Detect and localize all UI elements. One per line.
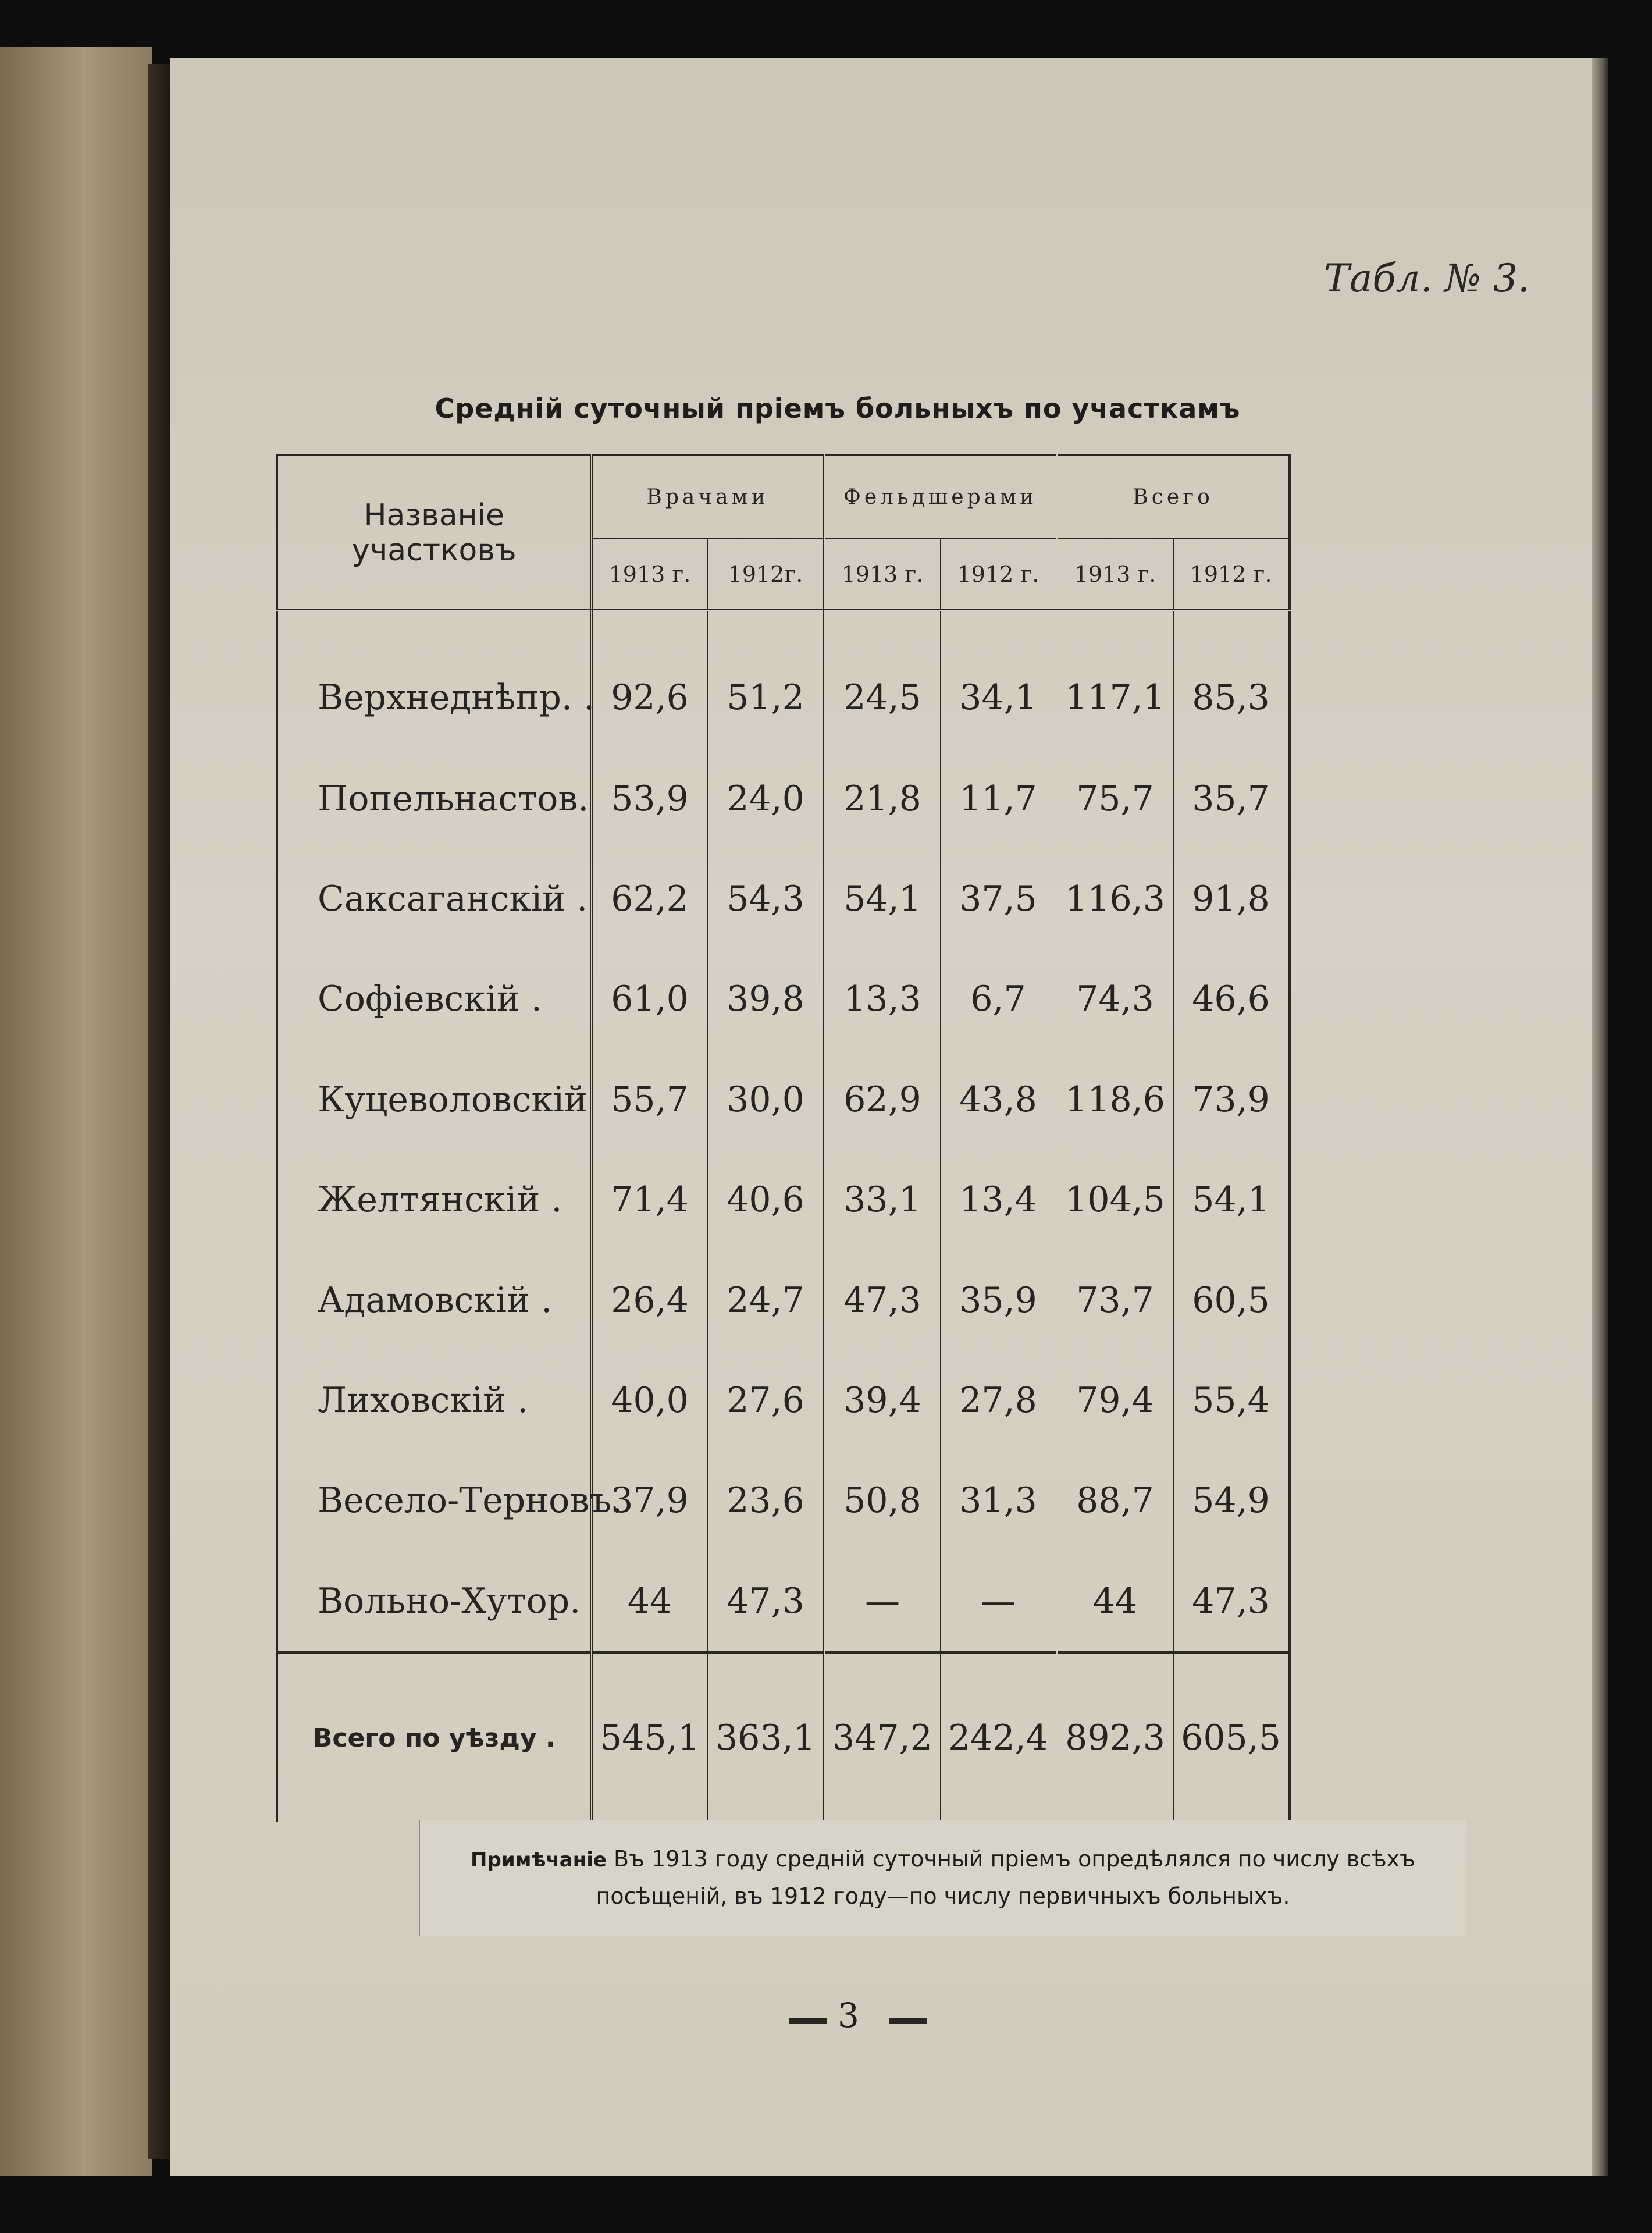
cell-value: 54,9 xyxy=(1173,1450,1290,1551)
cell-value: 24,7 xyxy=(708,1250,824,1350)
district-name: Верхнеднѣпр. . xyxy=(277,610,592,749)
district-name: Софiевскiй . xyxy=(277,949,592,1049)
cell-value: 23,6 xyxy=(708,1450,824,1551)
cell-value: 47,3 xyxy=(708,1551,824,1652)
group-header-feldshers: Фельдшерами xyxy=(824,455,1057,539)
year-header: 1912 г. xyxy=(941,539,1057,611)
cell-value: 30,0 xyxy=(708,1050,824,1150)
total-value: 545,1 xyxy=(592,1652,708,1822)
table-row xyxy=(277,1551,1290,1652)
cell-value: 61,0 xyxy=(592,949,708,1049)
cell-value: 104,5 xyxy=(1057,1150,1173,1250)
table-caption: Среднiй суточный прiемъ больныхъ по участкамъ xyxy=(435,393,1241,424)
group-header-doctors: Врачами xyxy=(592,455,824,539)
cell-value: 40,0 xyxy=(592,1350,708,1450)
table-row xyxy=(277,1050,1290,1150)
cell-value: 51,2 xyxy=(708,610,824,749)
cell-value: 50,8 xyxy=(824,1450,941,1551)
year-header: 1913 г. xyxy=(592,539,708,611)
total-row xyxy=(277,1652,1290,1822)
cell-value: 44 xyxy=(1057,1551,1173,1652)
cell-value: 116,3 xyxy=(1057,849,1173,949)
cell-value: 54,1 xyxy=(1173,1150,1290,1250)
district-name: Попельнастов. xyxy=(277,749,592,849)
page-number-dash-right xyxy=(889,2018,927,2024)
total-value: 363,1 xyxy=(708,1652,824,1822)
cell-value: 33,1 xyxy=(824,1150,941,1250)
cell-value: 37,5 xyxy=(941,849,1057,949)
cell-value: 71,4 xyxy=(592,1150,708,1250)
cell-value: 92,6 xyxy=(592,610,708,749)
year-header: 1913 г. xyxy=(824,539,941,611)
footnote-text: Въ 1913 году среднiй суточный прiемъ опредѣлялся по числу всѣхъ посѣщенiй, въ 1912 году—по числу первичныхъ больныхъ. xyxy=(596,1846,1415,1909)
cell-value: 54,3 xyxy=(708,849,824,949)
district-name: Саксаганскiй . xyxy=(277,849,592,949)
cell-value: 55,4 xyxy=(1173,1350,1290,1450)
left-page xyxy=(0,47,152,2176)
group-header-total: Всего xyxy=(1057,455,1290,539)
district-name: Весело-Терновъ. xyxy=(277,1450,592,1551)
page-number: 3 xyxy=(838,1996,859,2035)
cell-value: 55,7 xyxy=(592,1050,708,1150)
total-value: 347,2 xyxy=(824,1652,941,1822)
cell-value: 47,3 xyxy=(1173,1551,1290,1652)
cell-value: 21,8 xyxy=(824,749,941,849)
cell-value: 117,1 xyxy=(1057,610,1173,749)
table-row xyxy=(277,749,1290,849)
footnote xyxy=(419,1820,1466,1936)
cell-value: 60,5 xyxy=(1173,1250,1290,1350)
table-row xyxy=(277,1450,1290,1551)
cell-value: 44 xyxy=(592,1551,708,1652)
district-name: Желтянскiй . xyxy=(277,1150,592,1250)
cell-value: 88,7 xyxy=(1057,1450,1173,1551)
district-name: Лиховскiй . xyxy=(277,1350,592,1450)
cell-value: 47,3 xyxy=(824,1250,941,1350)
cell-value: 118,6 xyxy=(1057,1050,1173,1150)
total-value: 892,3 xyxy=(1057,1652,1173,1822)
cell-value: 27,8 xyxy=(941,1350,1057,1450)
book-spine-edge xyxy=(148,64,172,2159)
cell-value: 11,7 xyxy=(941,749,1057,849)
cell-value: 39,8 xyxy=(708,949,824,1049)
cell-value: 34,1 xyxy=(941,610,1057,749)
cell-value: — xyxy=(824,1551,941,1652)
cell-value: 91,8 xyxy=(1173,849,1290,949)
cell-value: 35,9 xyxy=(941,1250,1057,1350)
cell-value: 53,9 xyxy=(592,749,708,849)
cell-value: 43,8 xyxy=(941,1050,1057,1150)
total-value: 242,4 xyxy=(941,1652,1057,1822)
total-value: 605,5 xyxy=(1173,1652,1290,1822)
cell-value: 46,6 xyxy=(1173,949,1290,1049)
cell-value: 73,7 xyxy=(1057,1250,1173,1350)
cell-value: 26,4 xyxy=(592,1250,708,1350)
cell-value: 13,3 xyxy=(824,949,941,1049)
cell-value: 79,4 xyxy=(1057,1350,1173,1450)
cell-value: 6,7 xyxy=(941,949,1057,1049)
cell-value: 39,4 xyxy=(824,1350,941,1450)
footnote-label: Примѣчанiе xyxy=(471,1848,607,1872)
table-row xyxy=(277,949,1290,1049)
table-row xyxy=(277,1250,1290,1350)
cell-value: 35,7 xyxy=(1173,749,1290,849)
cell-value: 31,3 xyxy=(941,1450,1057,1551)
district-name: Куцеволовскiй xyxy=(277,1050,592,1150)
cell-value: 62,2 xyxy=(592,849,708,949)
cell-value: 75,7 xyxy=(1057,749,1173,849)
cell-value: 27,6 xyxy=(708,1350,824,1450)
cell-value: 40,6 xyxy=(708,1150,824,1250)
table-row xyxy=(277,849,1290,949)
cell-value: 24,0 xyxy=(708,749,824,849)
cell-value: 74,3 xyxy=(1057,949,1173,1049)
table-row xyxy=(277,1350,1290,1450)
total-label: Всего по уѣзду . xyxy=(277,1652,592,1822)
table-number: Табл. № 3. xyxy=(1323,256,1530,301)
cell-value: 13,4 xyxy=(941,1150,1057,1250)
table-row xyxy=(277,610,1290,749)
year-header: 1912г. xyxy=(708,539,824,611)
district-name: Адамовскiй . xyxy=(277,1250,592,1350)
table-row xyxy=(277,1150,1290,1250)
year-header: 1912 г. xyxy=(1173,539,1290,611)
year-header: 1913 г. xyxy=(1057,539,1173,611)
name-column-header: Названiе участковъ xyxy=(277,455,592,610)
district-name: Вольно-Хутор. xyxy=(277,1551,592,1652)
cell-value: 24,5 xyxy=(824,610,941,749)
cell-value: 54,1 xyxy=(824,849,941,949)
cell-value: 62,9 xyxy=(824,1050,941,1150)
cell-value: — xyxy=(941,1551,1057,1652)
statistics-table xyxy=(276,454,1291,1822)
right-page-edge xyxy=(1592,58,1608,2176)
cell-value: 37,9 xyxy=(592,1450,708,1551)
cell-value: 85,3 xyxy=(1173,610,1290,749)
page-number-dash-left xyxy=(789,2018,827,2024)
cell-value: 73,9 xyxy=(1173,1050,1290,1150)
